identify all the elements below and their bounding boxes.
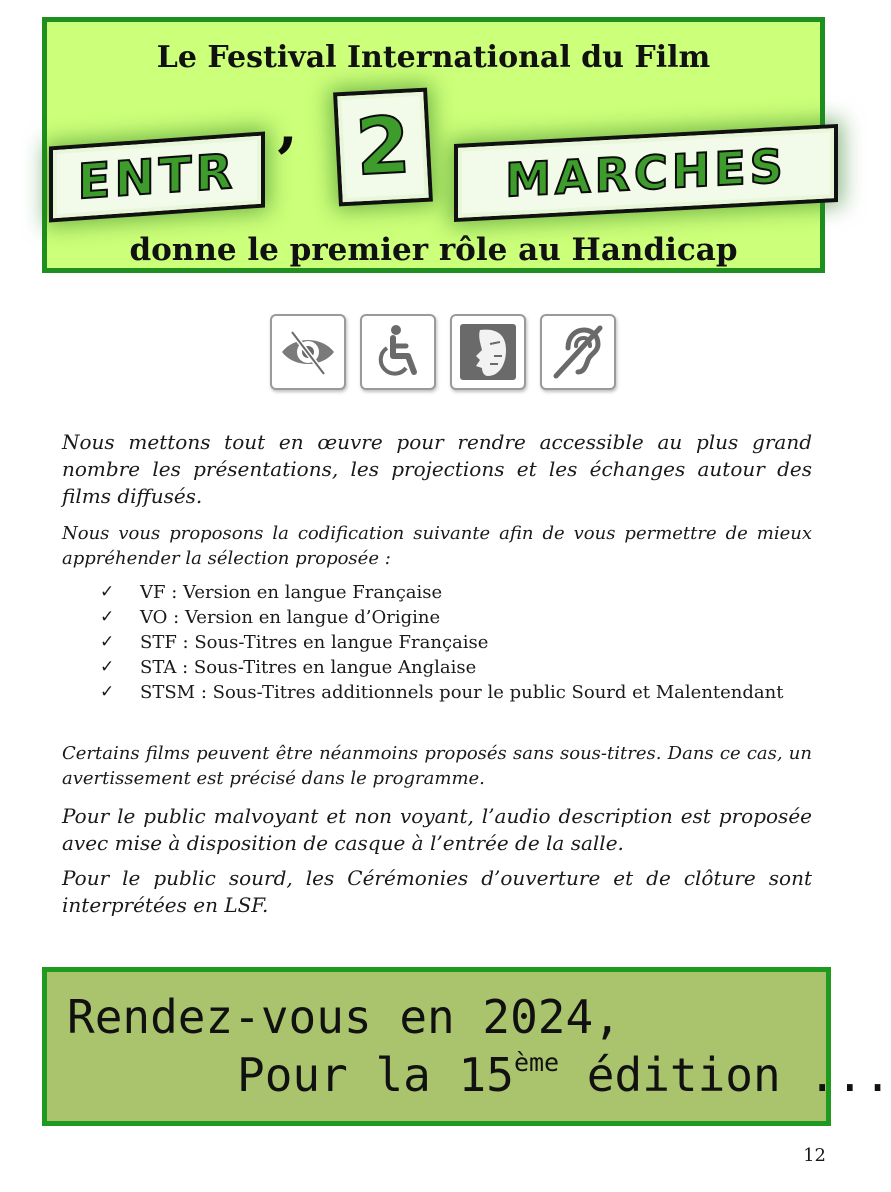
check-icon: ✓ xyxy=(100,582,115,602)
festival-logo xyxy=(48,100,838,220)
festival-title: Le Festival International du Film xyxy=(156,40,711,75)
logo-part-marches: MARCHES xyxy=(458,128,834,218)
list-item: ✓ STF : Sous-Titres en langue Française xyxy=(100,632,489,653)
accessibility-icons xyxy=(270,314,620,394)
list-item: ✓ VO : Version en langue d’Origine xyxy=(100,607,441,628)
rendezvous-box xyxy=(42,967,891,1126)
visually-impaired-icon xyxy=(270,314,346,390)
festival-tagline: donne le premier rôle au Handicap xyxy=(129,232,738,268)
logo-part-entr: ENTR xyxy=(53,136,261,219)
wheelchair-icon xyxy=(360,314,436,390)
list-item: ✓ STSM : Sous-Titres additionnels pour le public Sourd et Malentendant xyxy=(100,682,784,703)
codification-list xyxy=(100,580,812,705)
list-item: ✓ VF : Version en langue Française xyxy=(100,582,443,603)
check-icon: ✓ xyxy=(100,682,115,702)
deaf-sign-language-icon xyxy=(450,314,526,390)
audio-description-note: Pour le public malvoyant et non voyant, l’audio description est proposée avec mise à disposition de casque à l’entrée de la salle. xyxy=(62,804,812,855)
subtitles-note: Certains films peuvent être néanmoins proposés sans sous-titres. Dans ce cas, un avertissement est précisé dans le programme. xyxy=(62,743,812,789)
rendezvous-line-1: Rendez-vous en 2024, xyxy=(67,990,621,1044)
codification-intro: Nous vous proposons la codification suivante afin de vous permettre de mieux appréhender la sélection proposée : xyxy=(62,523,812,569)
lsf-note: Pour le public sourd, les Cérémonies d’ouverture et de clôture sont interprétées en LSF. xyxy=(62,866,812,917)
check-icon: ✓ xyxy=(100,657,115,677)
list-item: ✓ STA : Sous-Titres en langue Anglaise xyxy=(100,657,477,678)
intro-paragraph: Nous mettons tout en œuvre pour rendre accessible au plus grand nombre les présentations, les projections et les échanges autour des films diffusés. xyxy=(62,430,812,508)
rendezvous-line-2: Pour la 15ème édition ... xyxy=(237,1048,891,1102)
check-icon: ✓ xyxy=(100,607,115,627)
logo-part-two: 2 xyxy=(337,92,428,202)
logo-apostrophe: ’ xyxy=(275,124,298,199)
hearing-impaired-icon xyxy=(540,314,616,390)
check-icon: ✓ xyxy=(100,632,115,652)
page-number: 12 xyxy=(803,1145,826,1166)
